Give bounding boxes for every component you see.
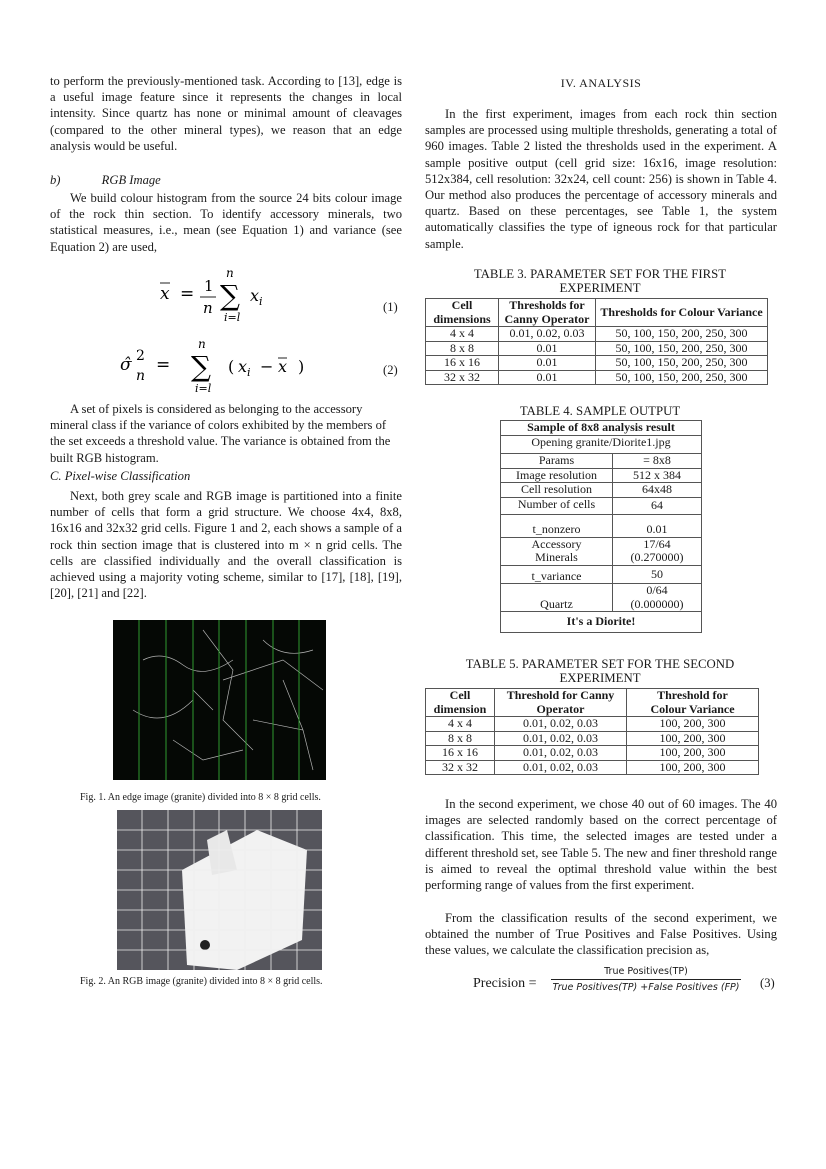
svg-text:x: x xyxy=(160,284,170,304)
cell: 16 x 16 xyxy=(426,746,495,761)
table-row xyxy=(501,565,702,584)
cell: Quartz xyxy=(501,584,613,612)
table-header: Sample of 8x8 analysis result xyxy=(501,421,702,436)
table-row xyxy=(426,327,768,342)
cell: 512 x 384 xyxy=(613,468,702,483)
cell: 17/64 (0.270000) xyxy=(613,537,702,565)
paragraph: to perform the previously-mentioned task. According to [13], edge is a useful image feature since it represents the changes in local intensity. Since quartz has none or minimal amount of cleavages (compared to the other mineral types), we reason that an edge analysis would be useful. xyxy=(50,74,402,153)
svg-text:∑: ∑ xyxy=(220,279,240,312)
equation-mean xyxy=(158,255,288,334)
cell: Image resolution xyxy=(501,468,613,483)
svg-text:): ) xyxy=(298,357,305,376)
column-header: Threshold for Canny Operator xyxy=(495,689,627,717)
figure-1-caption: Fig. 1. An edge image (granite) divided into 8 × 8 grid cells. xyxy=(80,792,321,803)
table-row xyxy=(426,731,759,746)
table-row xyxy=(501,454,702,469)
cell: Number of cells xyxy=(501,497,613,515)
left-column-top xyxy=(50,73,402,154)
equation-number: (2) xyxy=(383,363,398,377)
table-row xyxy=(501,537,702,565)
table-row xyxy=(501,435,702,454)
cell: 0.01 xyxy=(499,370,596,385)
column-header: Cell dimension xyxy=(426,689,495,717)
figure-2-caption: Fig. 2. An RGB image (granite) divided into 8 × 8 grid cells. xyxy=(80,976,323,987)
paragraph: Next, both grey scale and RGB image is partitioned into a finite number of cells that form a grid structure. We choose 4x4, 8x8, 16x16 and 32x32 grid cells. Figure 1 and 2, each shows a sample of a rock thin section image that is clustered into m × n grid cells. The cells are classified individually and the overall classification is achieved using a majority voting scheme, similar to [17], [18], [19], [20], [21] and [22]. xyxy=(50,489,402,601)
cell: 64x48 xyxy=(613,483,702,498)
cell: 16 x 16 xyxy=(426,356,499,371)
cell: t_variance xyxy=(501,565,613,584)
cell: 50 xyxy=(613,565,702,584)
table-row xyxy=(501,468,702,483)
cell: 100, 200, 300 xyxy=(627,717,759,732)
fraction xyxy=(551,966,741,993)
cell: 32 x 32 xyxy=(426,370,499,385)
column-header: Threshold for Colour Variance xyxy=(627,689,759,717)
section-heading: IV. ANALYSIS xyxy=(560,76,642,90)
rgb-image-grid xyxy=(117,810,322,970)
numerator: True Positives(TP) xyxy=(551,966,741,980)
equation-number: (1) xyxy=(383,300,398,314)
denominator: True Positives(TP) +False Positives (FP) xyxy=(552,982,740,993)
table-4 xyxy=(500,420,702,633)
cell: Accessory Minerals xyxy=(501,537,613,565)
equation-variance xyxy=(118,332,318,411)
cell: 0.01 xyxy=(613,515,702,538)
svg-text:1: 1 xyxy=(204,277,214,295)
column-header: Thresholds for Canny Operator xyxy=(499,299,596,327)
table-row xyxy=(426,717,759,732)
svg-text:(: ( xyxy=(228,357,235,376)
cell: 100, 200, 300 xyxy=(627,746,759,761)
svg-text:2: 2 xyxy=(136,348,145,364)
edge-image-grid xyxy=(113,620,326,780)
cell: 32 x 32 xyxy=(426,760,495,775)
subsection-b-heading xyxy=(50,172,402,188)
svg-text:n: n xyxy=(226,266,234,280)
table-3-title: TABLE 3. PARAMETER SET FOR THE FIRST EXPERIMENT xyxy=(473,267,727,295)
cell: 0.01 xyxy=(499,341,596,356)
classification-result: It's a Diorite! xyxy=(501,612,702,633)
svg-text:=: = xyxy=(156,355,171,375)
cell: = 8x8 xyxy=(613,454,702,469)
cell: 0.01, 0.02, 0.03 xyxy=(495,760,627,775)
svg-text:x: x xyxy=(278,357,288,376)
table-header-row xyxy=(426,689,759,717)
table-row xyxy=(501,612,702,633)
table-row xyxy=(501,483,702,498)
variance-formula xyxy=(118,332,318,407)
column-header: Thresholds for Colour Variance xyxy=(596,299,768,327)
svg-text:x: x xyxy=(238,357,248,376)
subsection-title: RGB Image xyxy=(101,173,161,187)
svg-text:i=l: i=l xyxy=(224,311,241,324)
cell: 4 x 4 xyxy=(426,717,495,732)
svg-text:n: n xyxy=(198,337,206,351)
svg-text:n: n xyxy=(136,368,146,384)
cell: 50, 100, 150, 200, 250, 300 xyxy=(596,370,768,385)
equation-number: (3) xyxy=(760,976,775,990)
cell: 0.01 xyxy=(499,356,596,371)
cell: Cell resolution xyxy=(501,483,613,498)
paragraph: In the second experiment, we chose 40 out of 60 images. The 40 images are selected randomly based on the correct percentage of classification. This time, the selected images are tested under a different threshold set, see Table 5. The new and finer threshold range is aimed to reveal the optimal threshold value within the best performing range of values from the first experiment. xyxy=(425,797,777,893)
cell: Opening granite/Diorite1.jpg xyxy=(501,435,702,454)
cell: 100, 200, 300 xyxy=(627,731,759,746)
cell: 50, 100, 150, 200, 250, 300 xyxy=(596,341,768,356)
svg-text:n: n xyxy=(203,299,213,317)
cell: 8 x 8 xyxy=(426,341,499,356)
table-row xyxy=(426,746,759,761)
subsection-label: b) xyxy=(50,173,61,187)
table-header-row xyxy=(501,421,702,436)
table-row xyxy=(426,760,759,775)
cell: 0.01, 0.02, 0.03 xyxy=(495,717,627,732)
equation-lhs: Precision = xyxy=(473,976,537,991)
figure-1-edge-image xyxy=(113,620,326,780)
table-row xyxy=(501,584,702,612)
paragraph: From the classification results of the second experiment, we obtained the number of True Positives and False Positives. Using these values, we calculate the classification precision as, xyxy=(425,911,777,958)
svg-text:x: x xyxy=(250,286,260,305)
svg-text:−: − xyxy=(260,357,274,376)
cell: 4 x 4 xyxy=(426,327,499,342)
svg-text:i: i xyxy=(259,295,263,308)
table-header-row xyxy=(426,299,768,327)
table-row xyxy=(426,356,768,371)
table-row xyxy=(426,370,768,385)
column-header: Cell dimensions xyxy=(426,299,499,327)
svg-text:i=l: i=l xyxy=(195,382,212,395)
cell: Params xyxy=(501,454,613,469)
table-row xyxy=(501,515,702,538)
table-5 xyxy=(425,688,759,775)
table-row xyxy=(501,497,702,515)
cell: 0/64 (0.000000) xyxy=(613,584,702,612)
cell: 64 xyxy=(613,497,702,515)
paragraph: A set of pixels is considered as belonging to the accessory mineral class if the variance of colors exhibited by the members of the set exceeds a threshold value. The variance is obtained from the built RGB histogram. xyxy=(50,402,391,465)
paragraph: In the first experiment, images from each rock thin section samples are processed using multiple thresholds, generating a total of 960 images. Table 2 listed the thresholds used in the experiment. A sample positive output (cell grid size: 16x16, image resolution: 512x384, cell resolution: 32x24, cell count: 256) is shown in Table 4. Our method also produces the percentage of accessory minerals and quartz. Based on these percentages, see Table 1, the system automatically classifies the type of igneous rock for that particular sample. xyxy=(425,107,777,251)
equation-3 xyxy=(473,966,783,1002)
figure-2-rgb-image xyxy=(117,810,322,970)
svg-text:=: = xyxy=(180,284,195,304)
table-5-title: TABLE 5. PARAMETER SET FOR THE SECOND EXPERIMENT xyxy=(465,657,735,685)
svg-text:∑: ∑ xyxy=(191,350,211,383)
cell: 50, 100, 150, 200, 250, 300 xyxy=(596,327,768,342)
cell: t_nonzero xyxy=(501,515,613,538)
table-4-title: TABLE 4. SAMPLE OUTPUT xyxy=(519,404,681,418)
cell: 0.01, 0.02, 0.03 xyxy=(499,327,596,342)
mean-formula xyxy=(158,255,288,330)
cell: 50, 100, 150, 200, 250, 300 xyxy=(596,356,768,371)
paragraph: We build colour histogram from the source 24 bits colour image of the rock thin section. To identify accessory minerals, two statistical measures, i.e., mean (see Equation 1) and variance (see Equation 2) are used, xyxy=(50,191,402,254)
cell: 8 x 8 xyxy=(426,731,495,746)
subsection-c-heading: C. Pixel-wise Classification xyxy=(50,469,191,483)
table-3 xyxy=(425,298,768,385)
cell: 0.01, 0.02, 0.03 xyxy=(495,746,627,761)
cell: 0.01, 0.02, 0.03 xyxy=(495,731,627,746)
table-row xyxy=(426,341,768,356)
svg-text:σ̂: σ̂ xyxy=(120,355,132,375)
cell: 100, 200, 300 xyxy=(627,760,759,775)
svg-text:i: i xyxy=(247,366,251,379)
